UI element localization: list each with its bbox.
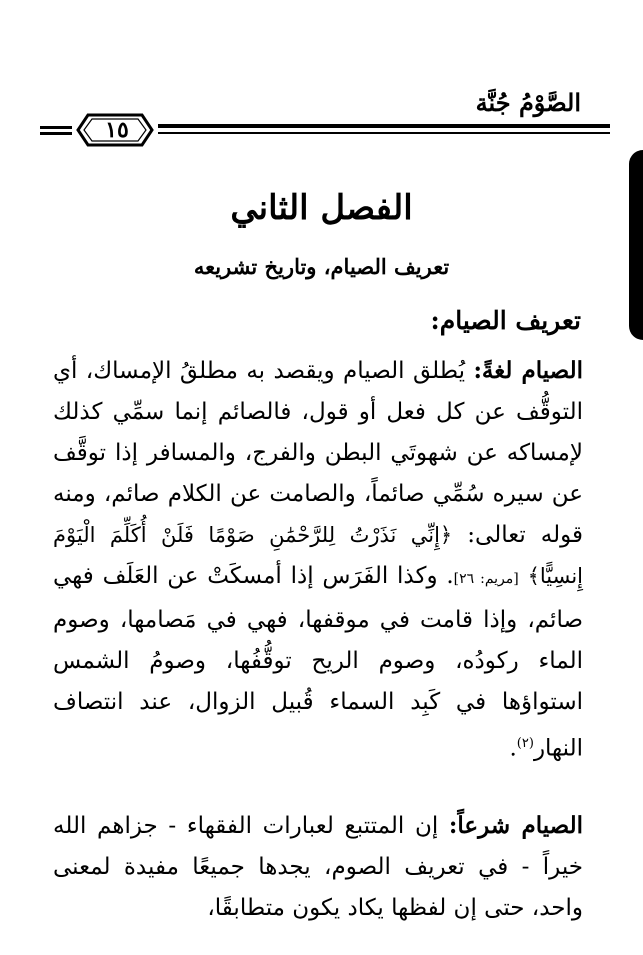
page-edge-shadow [629, 150, 643, 340]
running-title: الصَّوْمُ جُنَّة [475, 88, 581, 117]
verse-reference: [مريم: ٢٦] [453, 571, 519, 587]
paragraph-end: . [509, 735, 517, 762]
section-heading: تعريف الصيام: [430, 306, 581, 335]
paragraph-text: إن المتتبع لعبارات الفقهاء - جزاهم الله خيراً - في تعريف الصوم، يجدها جميعًا مفيدة لمعنى واحد، حتى إن لفظها يكاد يكون متطابقًا، [53, 813, 583, 921]
paragraph-text: يُطلق الصيام ويقصد به مطلقُ الإمساك، أي التوقُّف عن كل فعل أو قول، فالصائم إنما سمِّي كذلك لإمساكه عن شهوتَي البطن والفرج، والمسافر إذا توقَّف عن سيره سُمِّي صائماً، والصامت عن الكلام صائم، ومنه قوله تعالى: [53, 358, 583, 548]
footnote-marker: (٢) [516, 736, 534, 751]
chapter-subtitle: تعريف الصيام، وتاريخ تشريعه [193, 254, 450, 279]
definition-legal-paragraph [53, 805, 583, 929]
definition-linguistic-paragraph [53, 350, 583, 770]
term-linguistic: الصيام لغةً: [473, 357, 583, 384]
chapter-title: الفصل الثاني [230, 188, 413, 228]
paragraph-text: . وكذا الفَرَس إذا أمسكَتْ عن العَلَف فهي صائم، وإذا قامت في موقفها، فهي في مَصامها، وصوم الماء ركودُه، وصوم الريح توقُّفُها، وصومُ الشمس استواؤها في كَبِد السماء قُبيل الزوال، عند انتصاف النهار [53, 563, 583, 762]
term-legal: الصيام شرعاً: [448, 812, 583, 839]
page-number: ١٥ [105, 117, 129, 143]
quran-verse: ﴿إِنِّي نَذَرْتُ لِلرَّحْمَٰنِ صَوْمًا فَلَنْ أُكَلِّمَ الْيَوْمَ إِنسِيًّا﴾ [53, 523, 584, 588]
